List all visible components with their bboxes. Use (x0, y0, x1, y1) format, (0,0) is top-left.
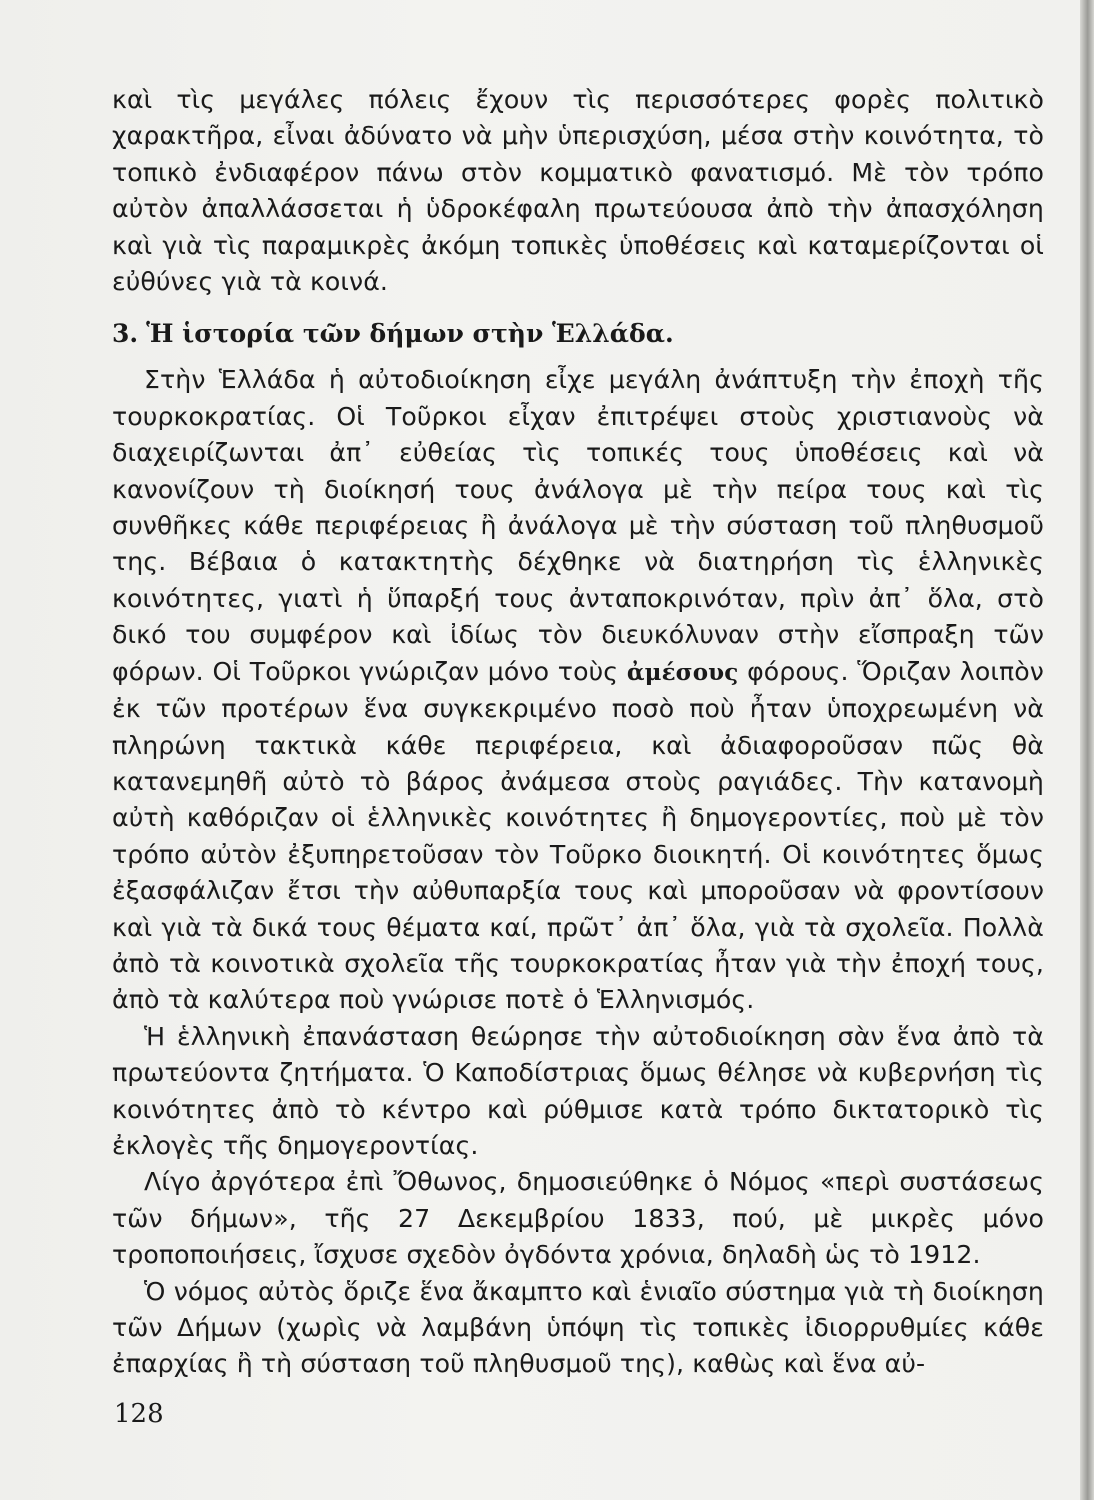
paragraph-text: φόρους. Ὅριζαν λοιπὸν ἐκ τῶν προτέρων ἕνα συγκεκριμένο ποσὸ ποὺ ἦταν ὑποχρεωμένη νὰ πληρώνη τακτικὰ κάθε περιφέρεια, καὶ ἀδιαφοροῦσαν πῶς θὰ κατανεμηθῆ αὐτὸ τὸ βάρος ἀνάμεσα στοὺς ραγιάδες. Τὴν κατανομὴ αὐτὴ καθόριζαν οἱ ἑλληνικὲς κοινότητες ἢ δημογεροντίες, ποὺ μὲ τὸν τρόπο αὐτὸν ἐξυπηρετοῦσαν τὸν Τοῦρκο διοικητή. Οἱ κοινότητες ὅμως ἐξασφάλιζαν ἔτσι τὴν αὐθυπαρξία τους καὶ μποροῦσαν νὰ φροντίσουν καὶ γιὰ τὰ δικά τους θέματα καί, πρῶτ᾽ ἀπ᾽ ὅλα, γιὰ τὰ σχολεῖα. Πολλὰ ἀπὸ τὰ κοινοτικὰ σχολεῖα τῆς τουρκοκρατίας ἦταν γιὰ τὴν ἐποχή τους, ἀπὸ τὰ καλύτερα ποὺ γνώρισε ποτὲ ὁ Ἑλληνισμός. (112, 656, 1044, 1015)
paragraph-revolution: Ἡ ἑλληνικὴ ἐπανάσταση θεώρησε τὴν αὐτοδιοίκηση σὰν ἕνα ἀπὸ τὰ πρωτεύοντα ζητήματα. Ὁ Καποδίστριας ὅμως θέλησε νὰ κυβερνήση τὶς κοινότητες ἀπὸ τὸ κέντρο καὶ ρύθμισε κατὰ τρόπο δικτατορικὸ τὶς ἐκλογὲς τῆς δημογεροντίας. (112, 1021, 1044, 1160)
section-heading (112, 314, 1044, 354)
page-number: 128 (114, 1399, 164, 1429)
intro-paragraph: καὶ τὶς μεγάλες πόλεις ἔχουν τὶς περισσότερες φορὲς πολιτικὸ χαρακτῆρα, εἶναι ἀδύνατο νὰ μὴν ὑπερισχύση, μέσα στὴν κοινότητα, τὸ τοπικὸ ἐνδιαφέρον πάνω στὸν κομματικὸ φανατισμό. Μὲ τὸν τρόπο αὐτὸν ἀπαλλάσσεται ἡ ὑδροκέφαλη πρωτεύουσα ἀπὸ τὴν ἀπασχόληση καὶ γιὰ τὶς παραμικρὲς ἀκόμη τοπικὲς ὑποθέσεις καὶ καταμερίζονται οἱ εὐθύνες γιὰ τὰ κοινά. (112, 85, 1044, 297)
paragraph-law-system: Ὁ νόμος αὐτὸς ὅριζε ἕνα ἄκαμπτο καὶ ἑνιαῖο σύστημα γιὰ τὴ διοίκηση τῶν Δήμων (χωρὶς νὰ λαμβάνη ὑπόψη τὶς τοπικὲς ἰδιορρυθμίες κάθε ἐπαρχίας ἢ τὴ σύσταση τοῦ πληθυσμοῦ της), καθὼς καὶ ἕνα αὐ- (112, 1276, 1044, 1379)
paragraph-text: Στὴν Ἑλλάδα ἡ αὐτοδιοίκηση εἶχε μεγάλη ἀνάπτυξη τὴν ἐποχὴ τῆς τουρκοκρατίας. Οἱ Τοῦρκοι εἶχαν ἐπιτρέψει στοὺς χριστιανοὺς νὰ διαχειρίζωνται ἀπ᾽ εὐθείας τὶς τοπικές τους ὑποθέσεις καὶ νὰ κανονίζουν τὴ διοίκησή τους ἀνάλογα μὲ τὴν πείρα τους καὶ τὶς συνθῆκες κάθε περιφέρειας ἢ ἀνάλογα μὲ τὴν σύσταση τοῦ πληθυσμοῦ της. Βέβαια ὁ κατακτητὴς δέχθηκε νὰ διατηρήση τὶς ἑλληνικὲς κοινότητες, γιατὶ ἡ ὕπαρξή τους ἀνταποκρινόταν, πρὶν ἀπ᾽ ὅλα, στὸ δικό του συμφέρον καὶ ἰδίως τὸν διευκόλυναν στὴν εἴσπραξη τῶν φόρων. Οἱ Τοῦρκοι γνώριζαν μόνο τοὺς (112, 365, 1044, 686)
page-body (112, 82, 1044, 1383)
section-title: Ἡ ἱστορία τῶν δήμων στὴν Ἑλλάδα. (146, 319, 674, 349)
page-edge-shadow (1080, 0, 1094, 1500)
paragraph-othon-law: Λίγο ἀργότερα ἐπὶ Ὄθωνος, δημοσιεύθηκε ὁ Νόμος «περὶ συστάσεως τῶν δήμων», τῆς 27 Δεκεμβρίου 1833, πού, μὲ μικρὲς μόνο τροποποιήσεις, ἴσχυσε σχεδὸν ὀγδόντα χρόνια, δηλαδὴ ὡς τὸ 1912. (112, 1167, 1044, 1270)
paragraph-turkish-rule (112, 362, 1044, 1018)
section-number: 3. (112, 319, 139, 349)
emphasized-word: ἀμέσους (626, 658, 739, 686)
